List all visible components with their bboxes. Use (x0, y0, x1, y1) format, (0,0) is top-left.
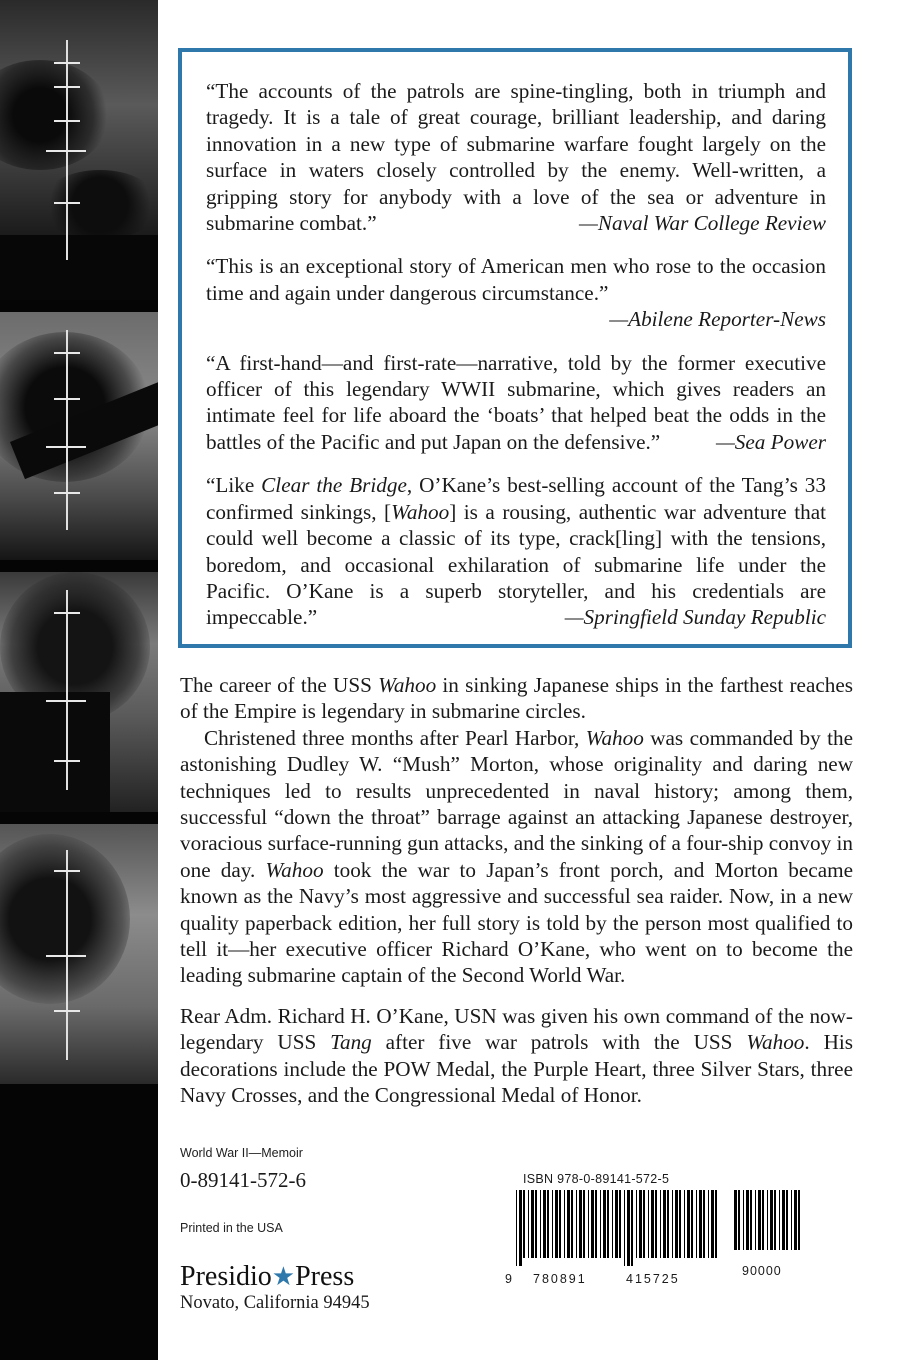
text-run: “The accounts of the patrols are spine-tingling, both in triumph and tragedy. It is a tale of great courage, brilliant leadership, and daring innovation in a new type of submarine warfare fought largely on the surface in waters closely controlled by the enemy. Well-written, a gripping story for anybody with a love of the sea or adventure in submarine combat.” (206, 79, 826, 236)
barcode-bar (794, 1190, 797, 1250)
addon-digits: 90000 (742, 1264, 782, 1278)
text-run: was commanded by the astonishing Dudley W. “Mush” Morton, whose originality and daring new techniques led to results unprecedented in naval history; among them, successful “down the throat” barrage against an attacking Japanese destroyer, voracious surface-running gun attacks, and the sinking of a four-ship convoy in one day. (180, 725, 853, 882)
barcode-bar (758, 1190, 761, 1250)
text-run: . His decorations include the POW Medal, the Purple Heart, three Silver Stars, three Navy Crosses, and the Congressional Medal of Honor. (180, 1030, 854, 1108)
barcode-bar (675, 1190, 678, 1258)
barcode-bar (655, 1190, 657, 1258)
barcode-bar (660, 1190, 661, 1258)
barcode-bar (627, 1190, 630, 1266)
text-run: in sinking Japanese ships in the farthest reaches of the Empire is legendary in submarine circles. (180, 673, 853, 724)
barcode-bar (687, 1190, 690, 1258)
publisher-logo (180, 1261, 354, 1293)
text-run: The career of the USS (180, 673, 379, 697)
barcode-bar (547, 1190, 549, 1258)
barcode-bar (636, 1190, 637, 1258)
barcode-bar (699, 1190, 702, 1258)
quote-source: —Naval War College Review (579, 211, 826, 236)
barcode-bar (708, 1190, 709, 1258)
book-description (180, 672, 853, 1109)
star-icon: ★ (271, 1262, 296, 1291)
barcode-bar (696, 1190, 697, 1258)
barcode-bar (555, 1190, 558, 1258)
barcode-bar (519, 1190, 522, 1266)
barcode-bar (643, 1190, 645, 1258)
text-run: “Like (206, 473, 262, 498)
barcode-bar (535, 1190, 537, 1258)
text-run: Rear Adm. Richard H. O’Kane, USN was given his own command of the now-legendary USS (180, 1003, 853, 1055)
barcode-bar (715, 1190, 717, 1258)
isbn-10: 0-89141-572-6 (180, 1168, 306, 1192)
crosshair-tick (54, 202, 80, 204)
barcode-bar (579, 1190, 582, 1258)
review-quote (206, 253, 826, 332)
italic-title: Wahoo (585, 725, 644, 750)
author-bio-paragraph (180, 1003, 853, 1109)
barcode-bar (595, 1190, 597, 1258)
barcode-bar (782, 1190, 785, 1250)
barcode-bar (734, 1190, 737, 1250)
barcode-bar (648, 1190, 649, 1258)
barcode-lead-digit: 9 (505, 1272, 512, 1286)
barcode-bar (791, 1190, 792, 1250)
text-run: “A first-hand—and first-rate—narrative, told by the former executive officer of this legendary WWII submarine, which gives readers an intimate feel for life aboard the ‘boats’ that helped beat the odds in the battles of the Pacific and put Japan on the defensive.” (206, 350, 826, 454)
crosshair-tick (54, 612, 80, 614)
barcode-bar (746, 1190, 749, 1250)
barcode-left-digits: 780891 (533, 1272, 587, 1286)
barcode-bar (571, 1190, 573, 1258)
crosshair-tick (54, 870, 80, 872)
film-frame-2 (0, 312, 158, 560)
barcode-bar (516, 1190, 517, 1266)
text-run: Christened three months after Pearl Harbor, (204, 725, 586, 750)
barcode-bar (588, 1190, 589, 1258)
crosshair-tick (46, 446, 86, 448)
price-addon-barcode (732, 1190, 802, 1266)
barcode-bar (762, 1190, 764, 1250)
description-paragraph (180, 672, 853, 725)
film-strip-photo (0, 0, 158, 1360)
description-paragraph (180, 725, 853, 989)
quote-source: —Sea Power (715, 429, 826, 454)
barcode-bar (679, 1190, 681, 1258)
italic-title: Wahoo (378, 673, 437, 697)
barcode-bar (743, 1190, 744, 1250)
isbn-13-label: ISBN 978-0-89141-572-5 (523, 1172, 670, 1186)
barcode-bar (691, 1190, 693, 1258)
italic-title: Wahoo (746, 1030, 805, 1055)
crosshair-line (66, 330, 68, 530)
publisher-name-right: Press (295, 1261, 355, 1292)
text-run: took the war to Japan’s front porch, and Morton became known as the Navy’s most aggressive and successful sea raider. Now, in a new quality paperback edition, her full story is told by the person most qualified to tell it—her executive officer Richard O’Kane, who went on to become the leading submarine captain of the Second World War. (180, 857, 853, 988)
barcode-bar (786, 1190, 788, 1250)
barcode-bar (684, 1190, 685, 1258)
barcode-bar (576, 1190, 577, 1258)
publisher-address: Novato, California 94945 (180, 1293, 370, 1313)
barcode-bar (711, 1190, 714, 1258)
barcode-bar (540, 1190, 541, 1258)
text-run: after five war patrols with the USS (371, 1030, 747, 1055)
barcode-bar (770, 1190, 773, 1250)
barcode-bar (767, 1190, 768, 1250)
barcode-bar (559, 1190, 561, 1258)
barcode-bar (624, 1190, 625, 1266)
barcode-bar (651, 1190, 654, 1258)
crosshair-tick (46, 700, 86, 702)
italic-title: Wahoo (391, 499, 450, 524)
review-quote (206, 350, 826, 456)
barcode-bar (615, 1190, 618, 1258)
crosshair-tick (54, 398, 80, 400)
text-run: ] is a rousing, authentic war adventure that could well become a classic of its type, crack[ling] with the tensions, boredom, and occasional exhilaration of submarine life under the Pacific. O’Kane is a superb storyteller, and his credentials are impeccable.” (206, 499, 827, 630)
crosshair-tick (54, 492, 80, 494)
review-quote (206, 472, 826, 630)
barcode-bar (619, 1190, 621, 1258)
printed-in-label: Printed in the USA (180, 1221, 283, 1235)
text-run: “This is an exceptional story of American men who rose to the occasion time and again under dangerous circumstance.” (206, 254, 826, 305)
crosshair-tick (54, 120, 80, 122)
review-quote (206, 78, 826, 236)
barcode-bar (603, 1190, 606, 1258)
publisher-name-left: Presidio (180, 1261, 272, 1292)
barcode-bar (639, 1190, 642, 1258)
text-run: , O’Kane’s best-selling account of the Tang’s 33 confirmed sinkings, [ (206, 473, 826, 524)
barcode-bar (543, 1190, 546, 1258)
barcode-bar (779, 1190, 780, 1250)
barcode-bar (591, 1190, 594, 1258)
review-quotes-box (178, 48, 852, 648)
crosshair-tick (54, 1010, 80, 1012)
isbn-barcode (514, 1190, 722, 1266)
crosshair-tick (54, 86, 80, 88)
barcode-bar (798, 1190, 800, 1250)
barcode-bar (552, 1190, 553, 1258)
crosshair-tick (46, 150, 86, 152)
barcode-bar (738, 1190, 740, 1250)
barcode-bar (564, 1190, 565, 1258)
barcode-bar (703, 1190, 705, 1258)
barcode-bar (755, 1190, 756, 1250)
barcode-right-digits: 415725 (626, 1272, 680, 1286)
film-frame-4 (0, 824, 158, 1084)
barcode-bar (567, 1190, 570, 1258)
italic-title: Tang (330, 1030, 372, 1055)
crosshair-tick (54, 760, 80, 762)
barcode-bar (607, 1190, 609, 1258)
barcode-bar (528, 1190, 529, 1258)
barcode-bar (531, 1190, 534, 1258)
barcode-bar (663, 1190, 666, 1258)
barcode-bar (631, 1190, 633, 1266)
crosshair-tick (54, 352, 80, 354)
category-label: World War II—Memoir (180, 1146, 303, 1160)
barcode-bar (600, 1190, 601, 1258)
barcode-bar (612, 1190, 613, 1258)
barcode-bar (672, 1190, 673, 1258)
crosshair-tick (46, 955, 86, 957)
film-frame-3 (0, 572, 158, 812)
quote-source: —Springfield Sunday Republic (564, 605, 826, 630)
barcode-bar (774, 1190, 776, 1250)
crosshair-tick (54, 62, 80, 64)
italic-title: Clear the Bridge (261, 473, 407, 498)
barcode-bar (583, 1190, 585, 1258)
quote-source: —Abilene Reporter-News (609, 307, 826, 332)
italic-title: Wahoo (265, 857, 324, 882)
barcode-bar (667, 1190, 669, 1258)
barcode-bar (523, 1190, 525, 1258)
barcode-bar (750, 1190, 752, 1250)
